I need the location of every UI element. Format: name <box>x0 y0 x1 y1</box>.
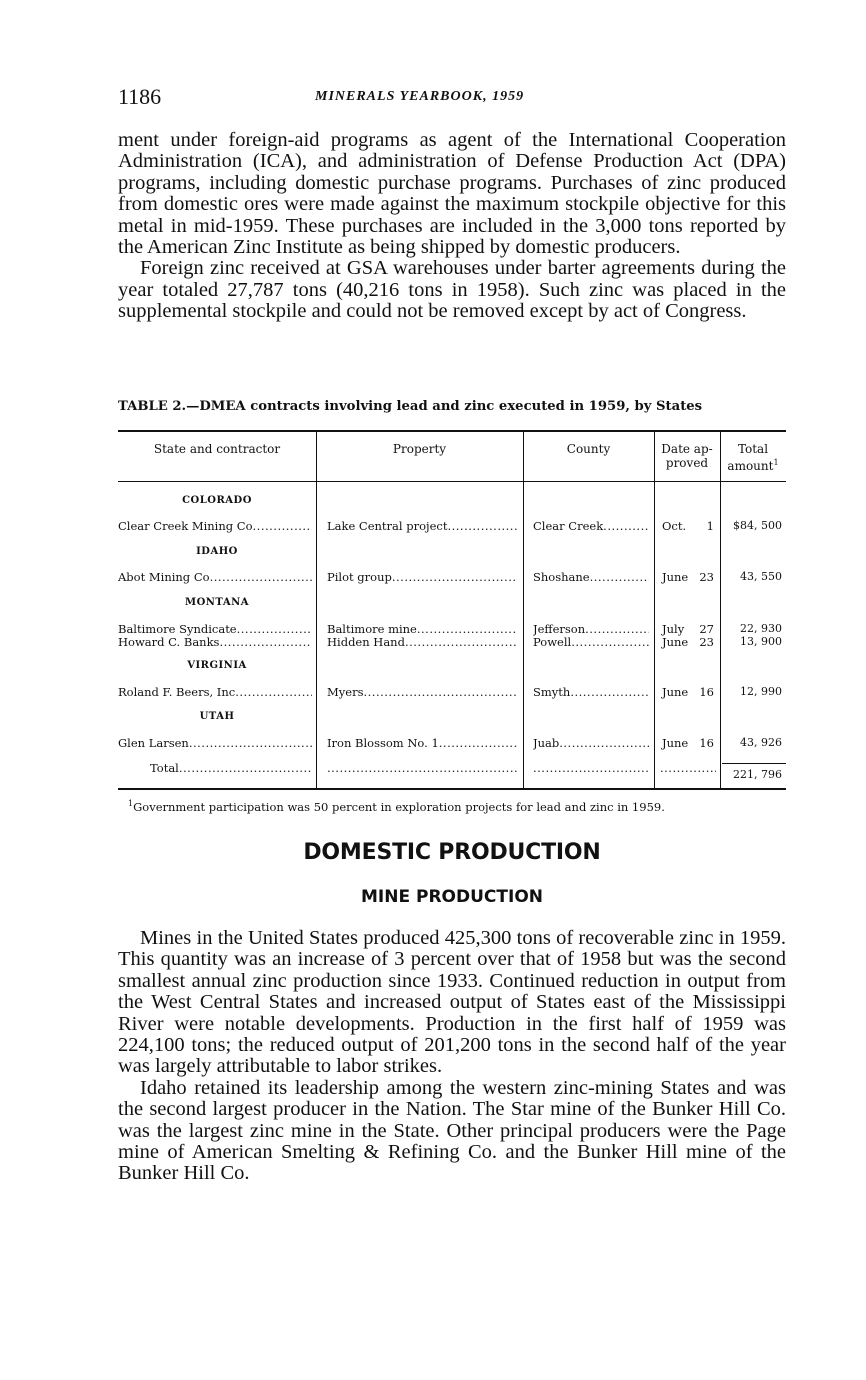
intro-text <box>118 130 786 323</box>
column-divider <box>523 432 524 788</box>
dmea-contracts-table: State and contractor Property County Date ap- proved Total amount$^1$ COLORADO Clear Creek Mining Co ..... Lake Central project ..... Clear Creek ..... Oct. 1 $84, 500 IDAHO Abot Mining Co ..... Pilot group ..... Shoshane ..... June 23 43, 550 MONTANA Baltimore Syndicate ..... Baltimore mine ..... Jefferson ..... July 27 22, 930 Howard C. Banks ..... Hidden Hand ..... Powell ..... June 23 13, 900 VIRGINIA Roland F. Beers, Inc ..... Myers ..... Smyth ..... June 16 12, 990 UTAH Glen Larsen ..... Iron Blossom No. 1 ..... Juab ..... June 16 43, 926 Total ..... ..... ..... ..... 221, 796 <box>118 430 786 792</box>
section-heading: DOMESTIC PRODUCTION <box>303 840 601 865</box>
column-divider <box>720 432 721 788</box>
column-header-total: Total amount$^1$ <box>727 442 779 473</box>
state-heading-idaho: IDAHO <box>196 546 238 557</box>
column-divider <box>654 432 655 788</box>
paragraph: Idaho retained its leadership among the western zinc-mining States and was the second largest producer in the Nation. The Star mine of the Bunker Hill Co. was the largest zinc mine in the State. Other principal producers were the Page mine of American Smelting & Refining Co. and the Bunker Hill mine of the Bunker Hill Co. <box>118 1076 786 1185</box>
paragraph: Mines in the United States produced 425,300 tons of recoverable zinc in 1959. This quantity was an increase of 3 percent over that of 1958 but was the second smallest annual zinc production since 1933. Continued reduction in output from the West Central States and increased output of States east of the Mississippi River were notable developments. Production in the first half of 1959 was 224,100 tons; the reduced output of 201,200 tons in the second half of the year was largely attributable to labor strikes. <box>118 927 786 1078</box>
table-title: TABLE 2.—DMEA contracts involving lead and zinc executed in 1959, by States <box>118 399 703 414</box>
paragraph: ment under foreign-aid programs as agent of the International Cooperation Administration (ICA), and administration of Defense Production Act (DPA) programs, including domestic purchase programs. Purchases of zinc produced from domestic ores were made against the maximum stockpile objective for this metal in mid-1959. These purchases are included in the 3,000 tons reported by the American Zinc Institute as being shipped by domestic producers. <box>118 129 786 259</box>
column-header-contractor: State and contractor <box>153 442 281 456</box>
mine-production-text <box>118 928 786 1185</box>
column-header-property: Property <box>392 442 447 456</box>
table-top-rule <box>118 430 786 432</box>
page-number: 1186 <box>118 84 162 109</box>
state-heading-colorado: COLORADO <box>182 495 252 506</box>
running-head: MINERALS YEARBOOK, 1959 <box>315 89 525 104</box>
column-divider <box>316 432 317 788</box>
column-header-county: County <box>566 442 611 456</box>
table-footnote: $^1$Government participation was 50 percent in exploration projects for lead and zinc in 1959. <box>128 799 665 814</box>
paragraph: Foreign zinc received at GSA warehouses under barter agreements during the year totaled 27,787 tons (40,216 tons in 1958). Such zinc was placed in the supplemental stockpile and could not be removed except by act of Congress. <box>118 257 786 323</box>
column-header-date: Date ap- proved <box>661 442 713 470</box>
table-bottom-rule <box>118 788 786 790</box>
state-heading-montana: MONTANA <box>185 597 249 608</box>
page-header <box>118 84 786 114</box>
total-rule <box>722 763 786 764</box>
subsection-heading: MINE PRODUCTION <box>361 887 543 907</box>
state-heading-virginia: VIRGINIA <box>187 660 247 671</box>
header-rule <box>118 481 786 482</box>
state-heading-utah: UTAH <box>199 711 235 722</box>
